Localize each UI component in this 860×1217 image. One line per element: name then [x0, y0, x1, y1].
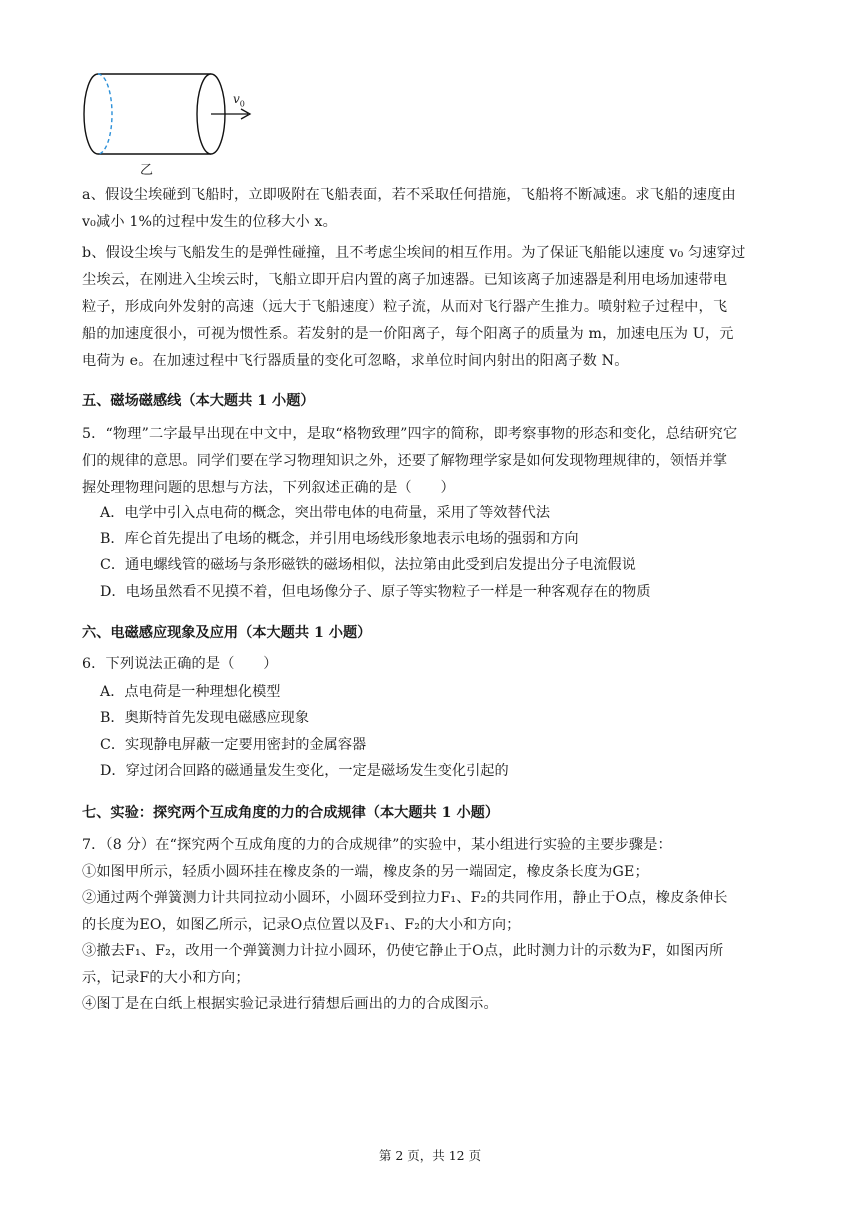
option-d: D．电场虽然看不见摸不着，但电场像分子、原子等实物粒子一样是一种客观存在的物质 — [100, 584, 651, 600]
question-line: 5．“物理”二字最早出现在中文中，是取“格物致理”四字的简称，即考察事物的形态和变化，总结研究它 — [82, 426, 738, 442]
step-2: ②通过两个弹簧测力计共同拉动小圆环，小圆环受到拉力F₁、F₂的共同作用，静止于O点，橡皮条伸长 — [82, 890, 728, 906]
option-b: B．奥斯特首先发现电磁感应现象 — [100, 710, 310, 726]
question-7-text — [82, 832, 782, 1018]
option-c: C．实现静电屏蔽一定要用密封的金属容器 — [100, 737, 367, 753]
part-b-line: 粒子，形成向外发射的高速（远大于飞船速度）粒子流，从而对飞行器产生推力。喷射粒子过程中，飞 — [82, 299, 728, 315]
step-4: ④图丁是在白纸上根据实验记录进行猜想后画出的力的合成图示。 — [82, 996, 498, 1012]
step-1: ①如图甲所示，轻质小圆环挂在橡皮条的一端，橡皮条的另一端固定，橡皮条长度为GE； — [82, 863, 649, 880]
step-3-cont: 示，记录F的大小和方向； — [82, 969, 250, 986]
part-b-line: 尘埃云，在刚进入尘埃云时，飞船立即开启内置的离子加速器。已知该离子加速器是利用电场加速带电 — [82, 272, 728, 288]
part-a-text — [82, 182, 782, 236]
part-b-text — [82, 240, 782, 375]
cylinder-figure — [78, 68, 268, 180]
page-footer: 第 2 页，共 12 页 — [378, 1148, 482, 1163]
part-b-line: 电荷为 e。在加速过程中飞行器质量的变化可忽略，求单位时间内射出的阳离子数 N。 — [82, 353, 629, 369]
question-6-stem: 6．下列说法正确的是（ ） — [82, 656, 278, 672]
section-6-heading: 六、电磁感应现象及应用（本大题共 1 小题） — [82, 625, 372, 641]
question-line: 们的规律的意思。同学们要在学习物理知识之外，还要了解物理学家是如何发现物理规律的，领悟并掌 — [82, 453, 728, 469]
option-b: B．库仑首先提出了电场的概念，并引用电场线形象地表示电场的强弱和方向 — [100, 531, 579, 547]
part-b-line: 船的加速度很小，可视为惯性系。若发射的是一价阳离子，每个阳离子的质量为 m，加速电压为 U，元 — [82, 326, 734, 342]
question-5-stem — [82, 421, 782, 502]
part-a-line: a、假设尘埃碰到飞船时，立即吸附在飞船表面，若不采取任何措施，飞船将不断减速。求飞船的速度由 — [82, 187, 736, 203]
velocity-label: $v_0$ — [233, 92, 245, 109]
option-d: D．穿过闭合回路的磁通量发生变化，一定是磁场发生变化引起的 — [100, 763, 509, 779]
step-2-cont: 的长度为EO，如图乙所示，记录O点位置以及F₁、F₂的大小和方向； — [82, 916, 521, 933]
question-line: 握处理物理问题的思想与方法，下列叙述正确的是（ ） — [82, 480, 455, 496]
option-a: A．点电荷是一种理想化模型 — [100, 684, 281, 700]
step-3: ③撤去F₁、F₂，改用一个弹簧测力计拉小圆环，仍使它静止于O点，此时测力计的示数为F，如图丙所 — [82, 943, 724, 959]
section-5-heading: 五、磁场磁感线（本大题共 1 小题） — [82, 393, 315, 409]
option-c: C．通电螺线管的磁场与条形磁铁的磁场相似，法拉第由此受到启发提出分子电流假说 — [100, 557, 636, 573]
option-a: A．电学中引入点电荷的概念，突出带电体的电荷量，采用了等效替代法 — [100, 505, 551, 521]
part-b-line: b、假设尘埃与飞船发生的是弹性碰撞，且不考虑尘埃间的相互作用。为了保证飞船能以速度 v₀ 匀速穿过 — [82, 245, 746, 261]
spaceship-cylinder-diagram — [78, 68, 268, 180]
section-7-heading: 七、实验：探究两个互成角度的力的合成规律（本大题共 1 小题） — [82, 805, 500, 821]
question-line: 7．（8 分）在“探究两个互成角度的力的合成规律”的实验中，某小组进行实验的主要步骤是： — [82, 837, 672, 853]
figure-caption: 乙 — [140, 163, 154, 178]
part-a-line: v₀减小 1%的过程中发生的位移大小 x。 — [82, 214, 338, 230]
